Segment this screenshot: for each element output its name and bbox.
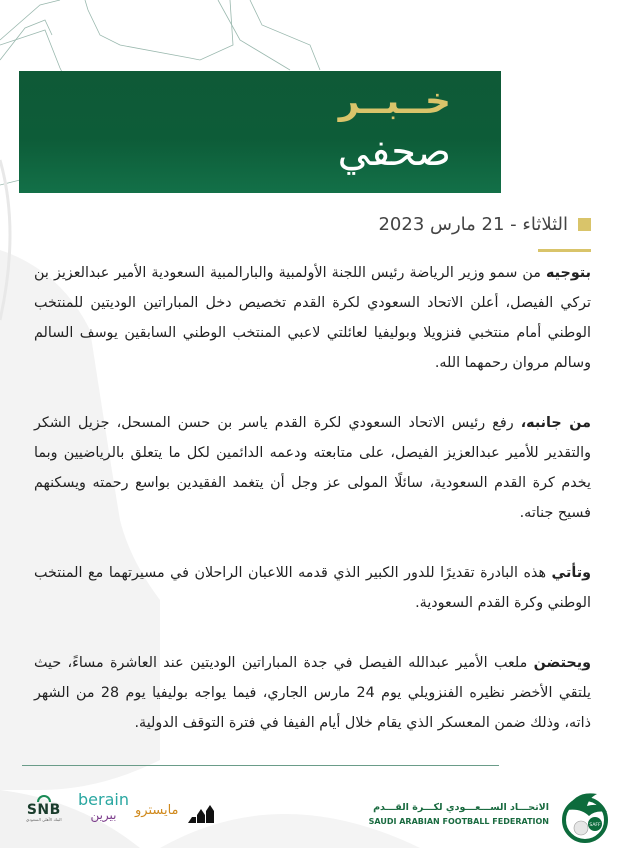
paragraph-2	[34, 408, 591, 528]
paragraph-text: من سمو وزير الرياضة رئيس اللجنة الأولمبية والبارالمبية السعودية الأمير عبدالعزيز بن تركي الفيصل، أعلن الاتحاد السعودي لكرة القدم تخصيص دخل المباراتين الوديتين للمنتخب الوطني أمام منتخبي فنزويلا وبوليفيا لعائلتي لاعبي المنتخب الوطني السابقين يوسف السالم وسالم مروان رحمهما الله.	[34, 265, 591, 371]
press-release-banner	[19, 71, 501, 193]
berain-name-ar: بيرين	[90, 808, 117, 822]
paragraph-3	[34, 558, 591, 618]
paragraph-4	[34, 648, 591, 738]
paragraph-lead: ويحتضن	[533, 655, 591, 671]
date-marker-icon	[578, 218, 591, 231]
snb-subtitle: البنك الأهلي السعودي	[26, 817, 62, 822]
paragraph-lead: وتأتي	[551, 565, 591, 581]
saff-logo-icon	[561, 788, 609, 846]
paragraph-lead: من جانبه،	[520, 415, 591, 431]
footer-divider	[22, 765, 499, 766]
article-body	[34, 258, 591, 768]
federation-name-ar: الاتحـــاد الســـعـــودي لكـــرة القـــدم	[373, 802, 549, 813]
paragraph-text: هذه البادرة تقديرًا للدور الكبير الذي قدمه اللاعبان الراحلان في مسيرتهما مع المنتخب الوطني وكرة القدم السعودية.	[34, 565, 591, 611]
banner-title-press: صحفي	[337, 129, 451, 175]
date-row	[378, 214, 591, 235]
paragraph-text: ملعب الأمير عبدالله الفيصل في جدة المباراتين الوديتين عند العاشرة مساءً، حيث يلتقي الأخضر نظيره الفنزويلي يوم 24 مارس الجاري، فيما يواجه بوليفيا يوم 28 من الشهر ذاته، وذلك ضمن المعسكر الذي يقام خلال أيام الفيفا في فترة التوقف الدولية.	[34, 655, 591, 731]
sponsor-berain-logo	[78, 792, 129, 822]
saff-logo-text: SAFF	[589, 823, 601, 828]
publish-date: الثلاثاء - 21 مارس 2023	[378, 214, 568, 235]
banner-title-news: خــبــر	[338, 81, 451, 122]
paragraph-lead: بتوجيه	[546, 265, 591, 281]
snb-name: SNB	[26, 802, 61, 818]
paragraph-text: رفع رئيس الاتحاد السعودي لكرة القدم ياسر بن حسن المسحل، جزيل الشكر والتقدير للأمير عبدالعزيز الفيصل، على متابعته ودعمه الدائمين لكل ما يتعلق بالرياضيين وبما يخدم كرة القدم السعودية، سائلًا المولى عز وجل أن يتغمد الفقيدين بواسع رحمته ويسكنهم فسيح جناته.	[34, 415, 591, 521]
sponsor-snb-logo	[26, 795, 62, 822]
snb-arc-icon	[37, 795, 51, 802]
date-underline	[538, 249, 591, 252]
footer	[0, 775, 631, 848]
adidas-icon	[188, 803, 214, 823]
berain-name-en: berain	[78, 790, 129, 809]
sponsor-maestro-logo: مايسترو	[135, 803, 179, 818]
paragraph-1	[34, 258, 591, 378]
federation-name-en: SAUDI ARABIAN FOOTBALL FEDERATION	[368, 817, 549, 826]
